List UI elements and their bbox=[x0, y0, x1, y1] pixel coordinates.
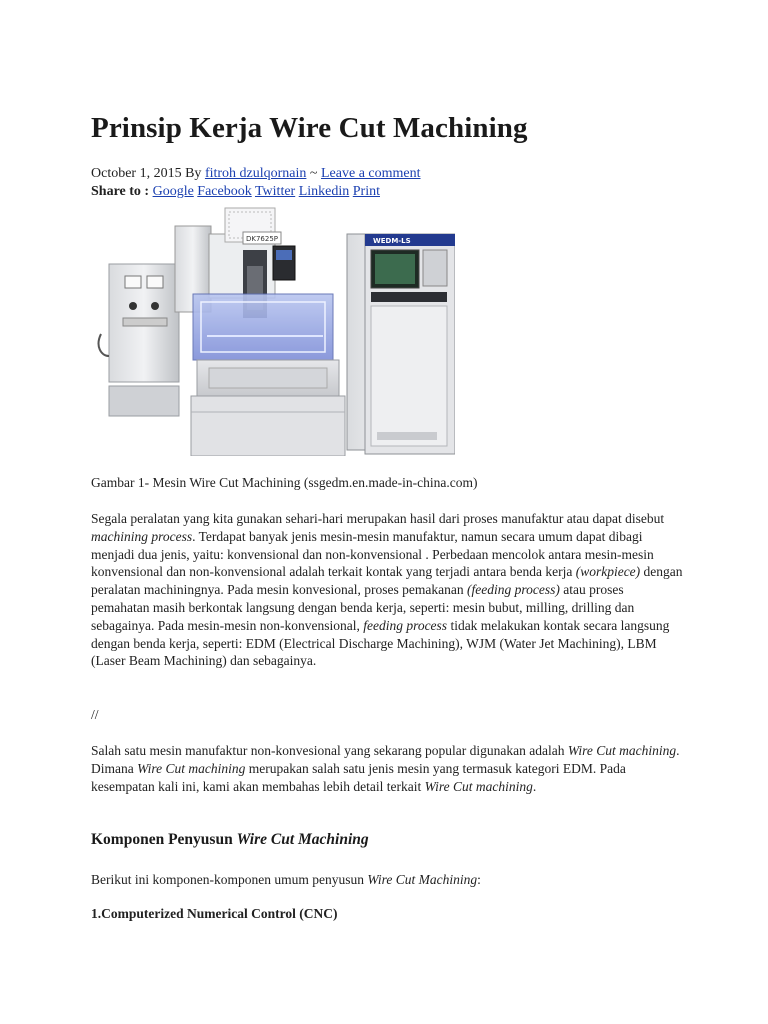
components-heading: Komponen Penyusun Wire Cut Machining bbox=[91, 831, 369, 848]
share-print-link[interactable]: Print bbox=[352, 184, 380, 199]
share-bar bbox=[91, 183, 380, 201]
share-label: Share to : bbox=[91, 184, 150, 199]
figure-caption: Gambar 1- Mesin Wire Cut Machining (ssgedm.en.made-in-china.com) bbox=[91, 475, 478, 490]
power-cabinet bbox=[99, 264, 179, 416]
machine-photo bbox=[97, 206, 455, 456]
work-tank bbox=[191, 294, 345, 456]
author-link[interactable]: fitroh dzulqornain bbox=[204, 166, 307, 181]
share-google-link[interactable]: Google bbox=[152, 184, 194, 199]
share-linkedin-link[interactable]: Linkedin bbox=[298, 184, 350, 199]
meta-separator: ~ bbox=[309, 166, 318, 181]
machine-model-label: DK7625P bbox=[246, 235, 279, 243]
intro-paragraph: Segala peralatan yang kita gunakan sehari-hari merupakan hasil dari proses manufaktur atau dapat disebut machining process. Terdapat banyak jenis mesin-mesin manufaktur, namun secara umum dapat dibagi menjadi dua jenis, yaitu: konvensional dan non-konvensional . Perbedaan mencolok antara mesin-mesin konvensional dan non-konvensional adalah terkait kontak yang terjadi antara benda kerja (workpiece) dengan peralatan machiningnya. Pada mesin konvesional, proses pemakanan (feeding process) atau proses pemahatan masih berkontak langsung dengan benda kerja, seperti: mesin bubut, milling, drilling dan sebagainya. Pada mesin-mesin non-konvensional, feeding process tidak melakukan kontak secara langsung dengan benda kerja, seperti: EDM (Electrical Discharge Machining), WJM (Water Jet Machining), LBM (Laser Beam Machining) dan sebagainya. bbox=[91, 511, 683, 669]
leave-comment-link[interactable]: Leave a comment bbox=[321, 166, 421, 181]
share-twitter-link[interactable]: Twitter bbox=[254, 184, 296, 199]
wire-cut-paragraph: Salah satu mesin manufaktur non-konvesional yang sekarang popular digunakan adalah Wire Cut machining. Dimana Wire Cut machining merupakan salah satu jenis mesin yang termasuk kategori EDM. Pada kesempatan kali ini, kami akan membahas lebih detail terkait Wire Cut machining. bbox=[91, 743, 680, 794]
components-intro: Berikut ini komponen-komponen umum penyusun Wire Cut Machining: bbox=[91, 872, 481, 887]
article-meta bbox=[91, 165, 421, 183]
share-facebook-link[interactable]: Facebook bbox=[197, 184, 252, 199]
control-panel-label: WEDM-LS bbox=[373, 237, 411, 245]
cnc-heading: 1.Computerized Numerical Control (CNC) bbox=[91, 906, 338, 921]
post-date: October 1, 2015 bbox=[91, 166, 182, 181]
by-label: By bbox=[185, 166, 202, 181]
article-title: Prinsip Kerja Wire Cut Machining bbox=[91, 112, 528, 144]
control-cabinet bbox=[347, 234, 455, 454]
section-separator: // bbox=[91, 707, 99, 722]
